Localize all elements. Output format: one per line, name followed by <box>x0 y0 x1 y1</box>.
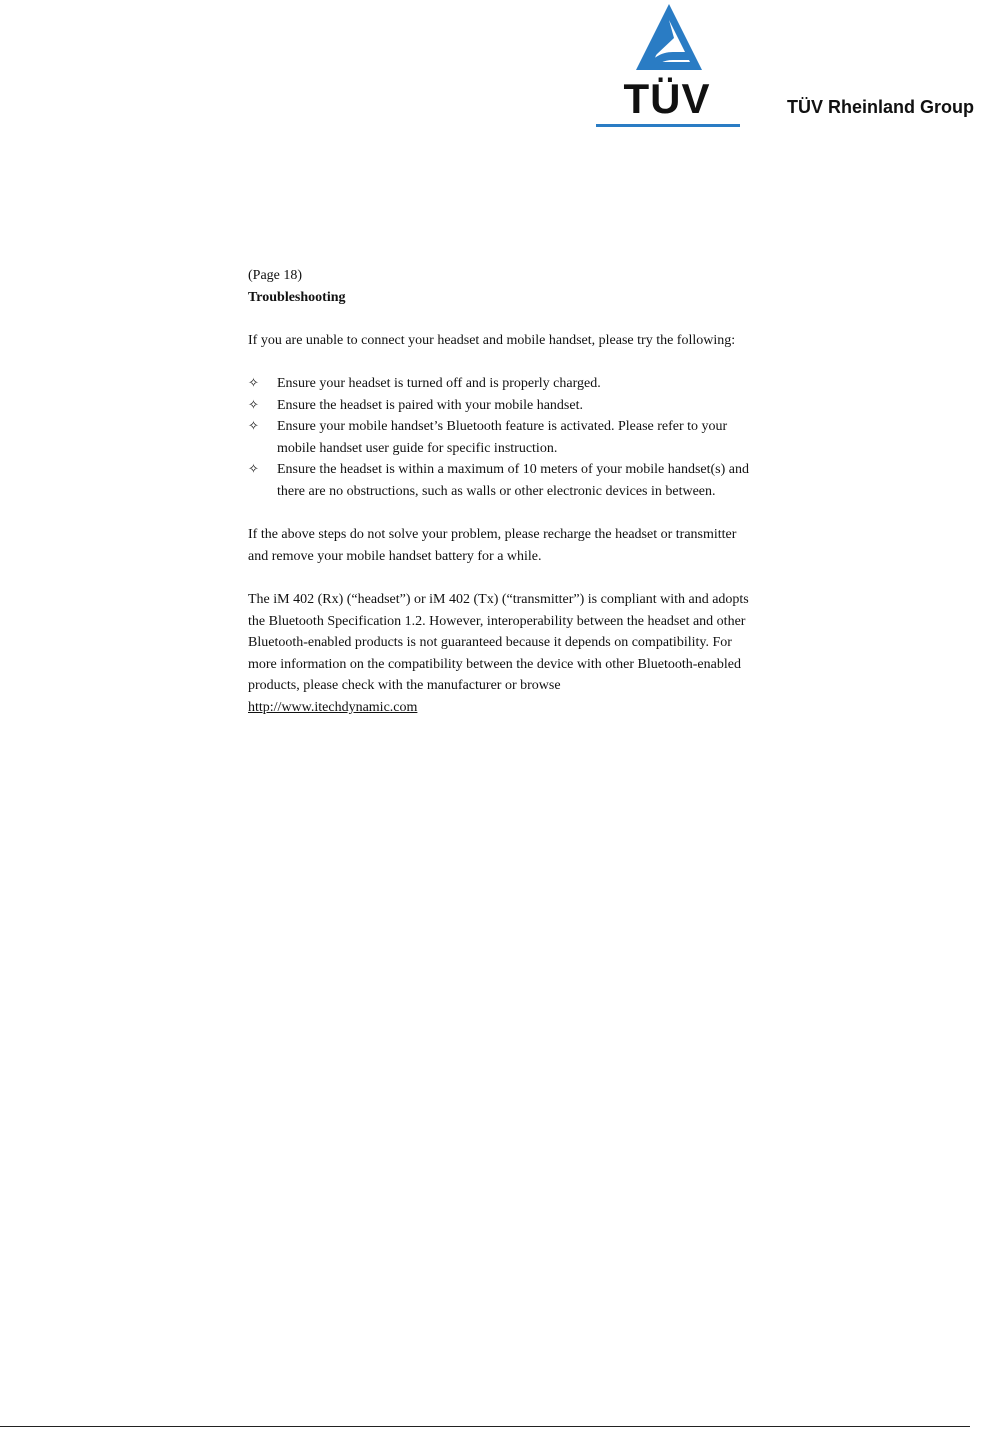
spacer <box>248 308 753 330</box>
list-item-text: Ensure your mobile handset’s Bluetooth feature is activated. Please refer to your mobile handset user guide for specific instruction. <box>277 419 728 456</box>
list-item <box>248 373 753 395</box>
footer-divider <box>0 1426 970 1427</box>
recharge-paragraph: If the above steps do not solve your problem, please recharge the headset or transmitter and remove your mobile handset battery for a while. <box>248 527 737 564</box>
four-pointed-star-icon: ✧ <box>248 419 259 435</box>
list-item-text: Ensure the headset is paired with your mobile handset. <box>277 397 583 413</box>
four-pointed-star-icon: ✧ <box>248 397 259 413</box>
list-item <box>248 459 753 502</box>
list-item <box>248 416 753 459</box>
document-body <box>248 265 753 718</box>
page-reference: (Page 18) <box>248 268 303 283</box>
list-item-text: Ensure the headset is within a maximum of 10 meters of your mobile handset(s) and there are no obstructions, such as walls or other electronic devices in between. <box>277 462 750 499</box>
four-pointed-star-icon: ✧ <box>248 462 259 478</box>
spacer <box>248 503 753 525</box>
list-item <box>248 395 753 417</box>
spacer <box>248 351 753 373</box>
compliance-paragraph: The iM 402 (Rx) (“headset”) or iM 402 (Tx) (“transmitter”) is compliant with and adopts the Bluetooth Specification 1.2. However, interoperability between the headset and other Bluetooth-enabled products is not guaranteed because it depends on compatibility. For more information on the compatibility between the device with other Bluetooth-enabled products, please check with the manufacturer or browse <box>248 591 749 694</box>
troubleshooting-list <box>248 373 753 503</box>
group-name: TÜV Rheinland Group <box>787 97 974 117</box>
website-link[interactable]: http://www.itechdynamic.com <box>248 699 418 715</box>
tuv-logo-wordmark: TÜV <box>623 75 711 122</box>
logo-underline <box>596 124 740 127</box>
list-item-text: Ensure your headset is turned off and is properly charged. <box>277 375 601 391</box>
four-pointed-star-icon: ✧ <box>248 375 259 391</box>
spacer <box>248 567 753 589</box>
intro-paragraph: If you are unable to connect your headset and mobile handset, please try the following: <box>248 332 736 348</box>
section-title: Troubleshooting <box>248 289 346 305</box>
tuv-logo <box>596 0 742 130</box>
tuv-triangle-icon <box>633 0 705 76</box>
